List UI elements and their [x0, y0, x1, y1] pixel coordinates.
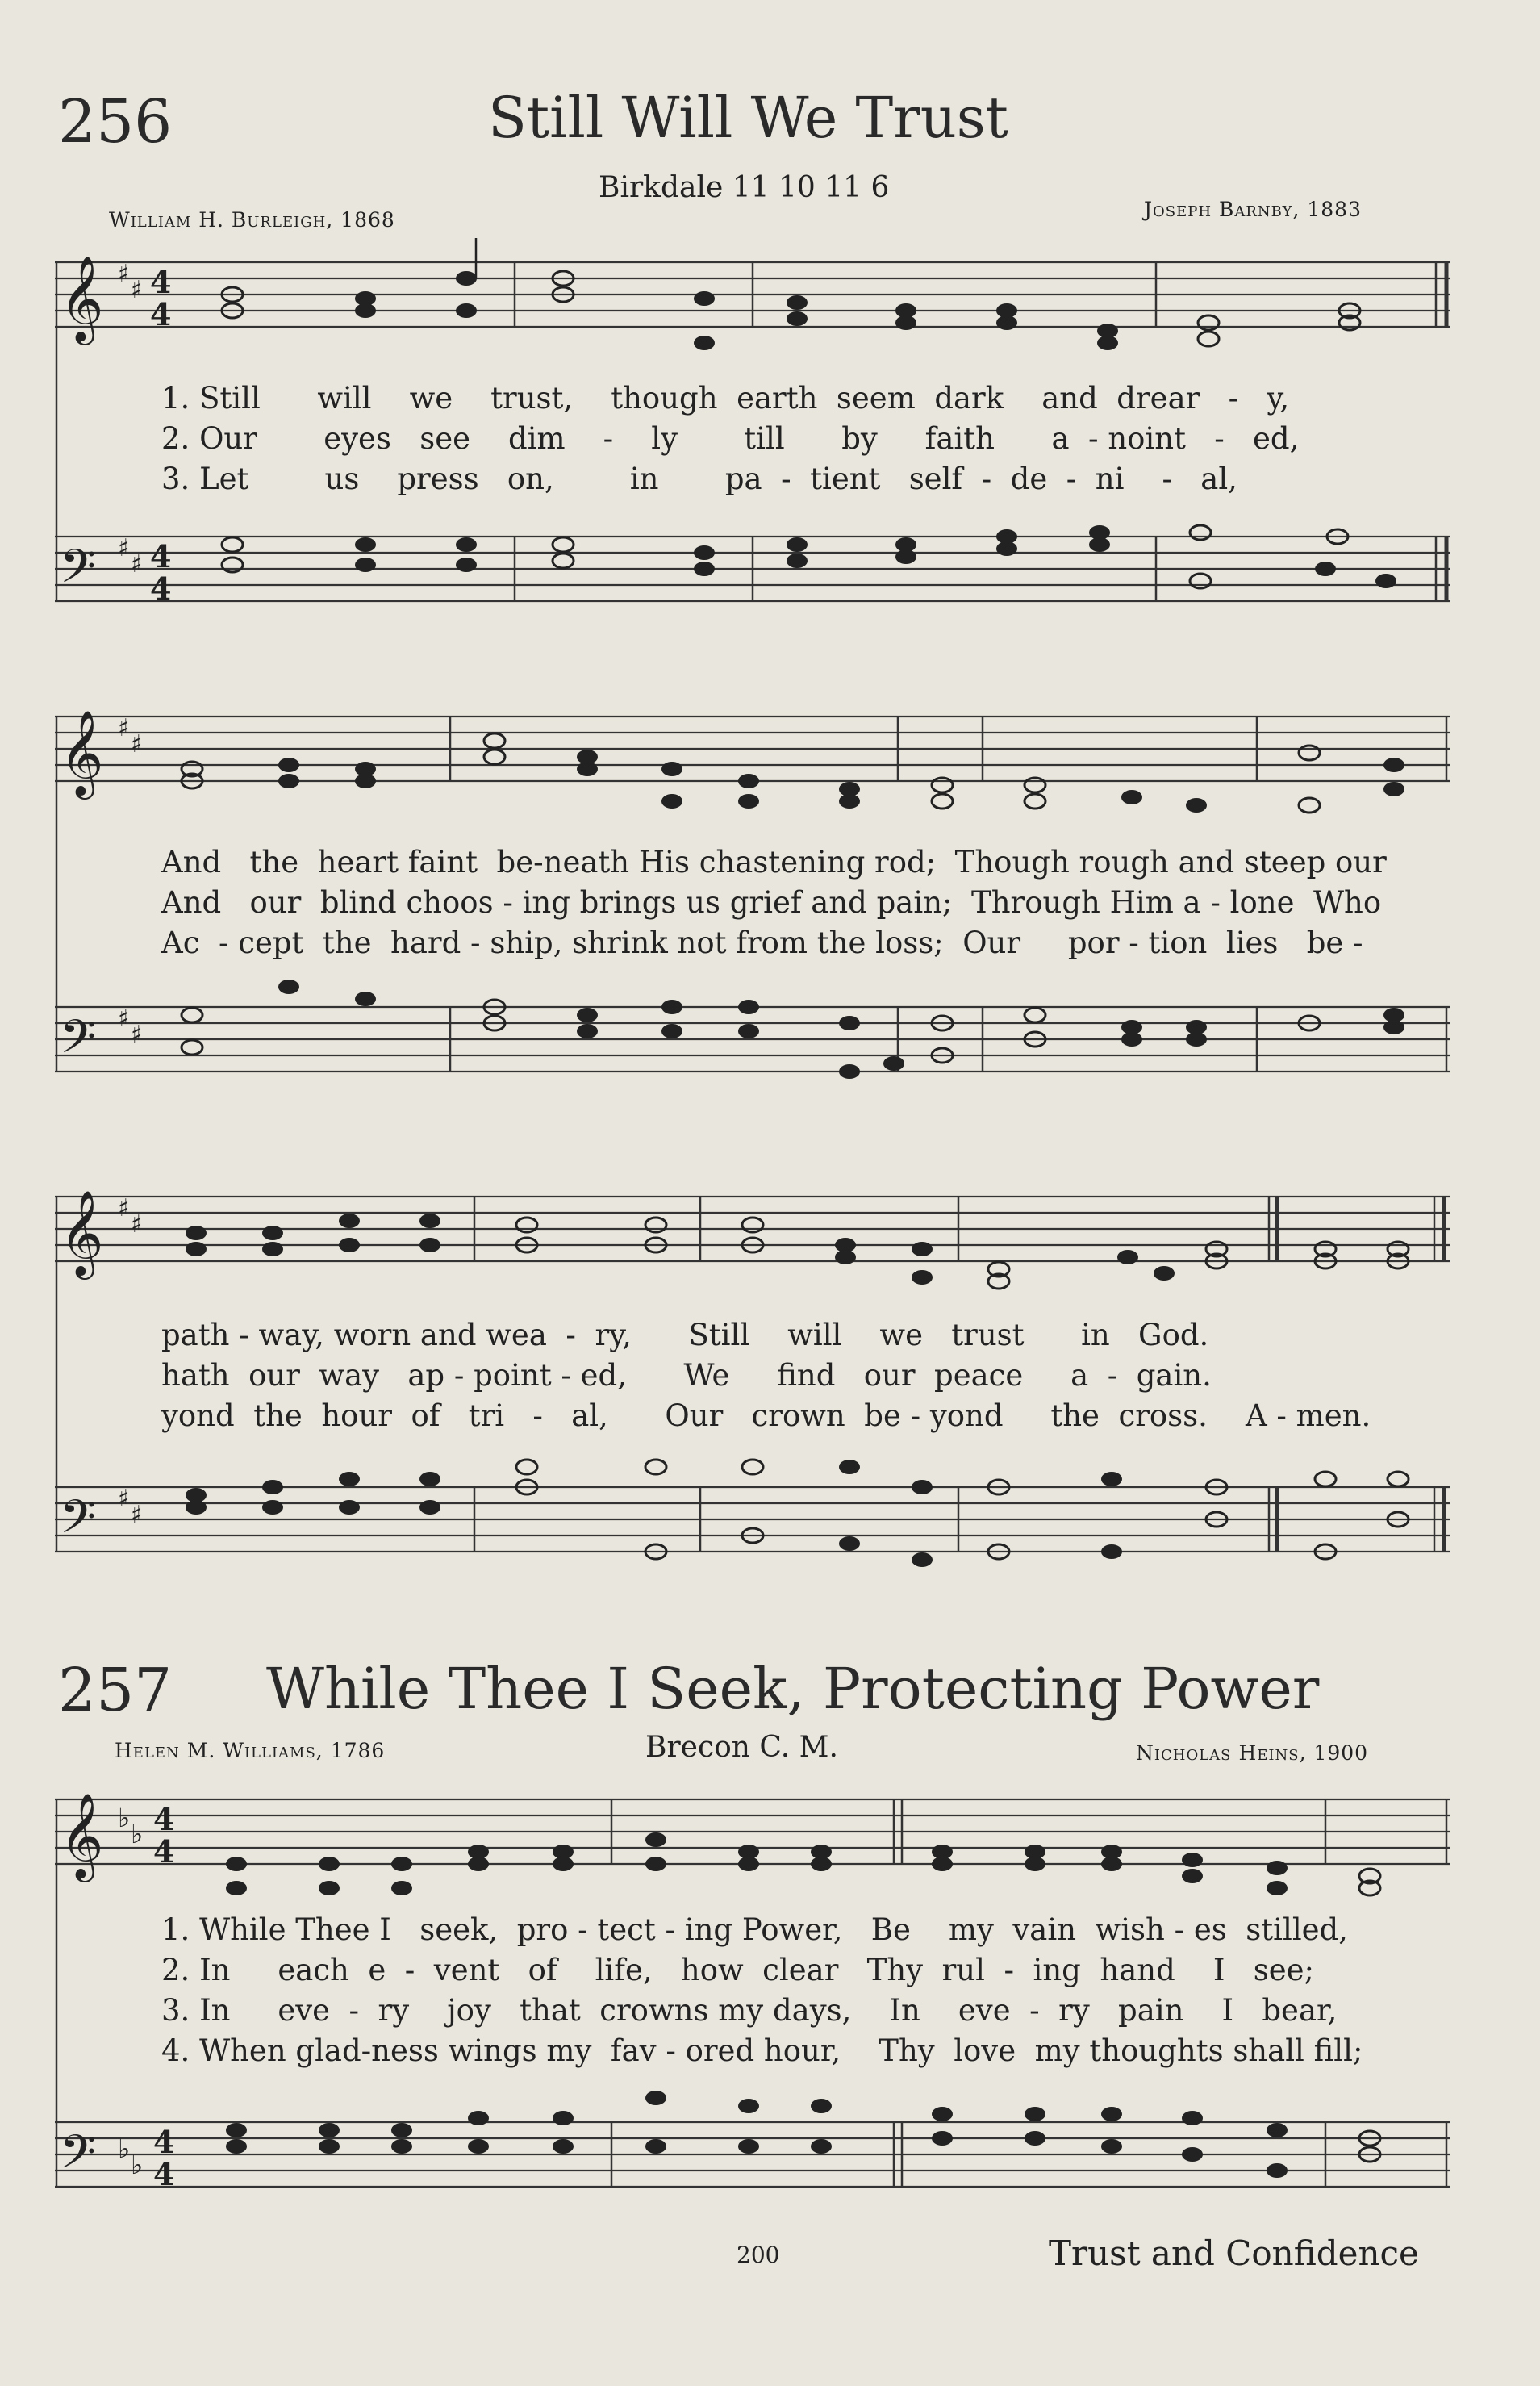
svg-text:♯: ♯ — [131, 1021, 143, 1049]
svg-text:4: 4 — [150, 538, 172, 575]
svg-text:𝄞: 𝄞 — [60, 1792, 104, 1878]
svg-text:𝄢: 𝄢 — [60, 539, 97, 605]
svg-text:♯: ♯ — [118, 534, 130, 562]
lyric-line: Ac - cept the hard - ship, shrink not from the loss; Our por - tion lies be - — [161, 926, 1363, 960]
svg-text:♭: ♭ — [118, 2133, 131, 2164]
lyric-line: yond the hour of tri - al, Our crown be - yond the cross. A - men. — [161, 1398, 1371, 1433]
bass-notes — [182, 980, 1404, 1079]
lyric-line: 1. Still will we trust, though earth seem dark and drear - y, — [161, 381, 1290, 416]
svg-text:4: 4 — [150, 296, 172, 332]
lyric-line: 3. In eve - ry joy that crowns my days, In eve - ry pain I bear, — [161, 1993, 1338, 2028]
svg-text:♯: ♯ — [118, 1194, 130, 1222]
svg-text:4: 4 — [150, 570, 172, 607]
svg-text:♯: ♯ — [131, 1210, 143, 1239]
svg-text:4: 4 — [150, 264, 172, 300]
svg-text:4: 4 — [153, 2124, 175, 2160]
svg-text:♭: ♭ — [118, 1803, 131, 1833]
treble-notes — [186, 1214, 1409, 1289]
composer-credit: Nicholas Heins, 1900 — [1136, 1741, 1369, 1765]
svg-text:♯: ♯ — [131, 276, 143, 304]
bass-staff — [55, 2122, 1450, 2187]
svg-text:♯: ♯ — [131, 1501, 143, 1529]
lyric-line: hath our way ap - point - ed, We find our peace a - gain. — [161, 1358, 1212, 1393]
treble-notes — [182, 733, 1404, 813]
hymn-number: 257 — [58, 1656, 173, 1725]
lyric-line: 2. In each e - vent of life, how clear Thy rul - ing hand I see; — [161, 1953, 1314, 1987]
svg-text:♭: ♭ — [131, 1819, 144, 1849]
svg-text:♯: ♯ — [118, 1005, 130, 1033]
tune-name: Brecon C. M. — [645, 1731, 838, 1764]
lyric-line: 1. While Thee I seek, pro - tect - ing Power, Be my vain wish - es stilled, — [161, 1912, 1349, 1947]
hymn-title: Still Will We Trust — [488, 85, 1008, 151]
svg-text:♭: ♭ — [131, 2150, 144, 2180]
tune-name: Birkdale 11 10 11 6 — [599, 171, 890, 204]
category-label: Trust and Confidence — [1049, 2233, 1419, 2273]
svg-text:♯: ♯ — [131, 550, 143, 579]
lyric-line: And our blind choos - ing brings us grief and pain; Through Him a - lone Who — [161, 885, 1382, 920]
svg-text:4: 4 — [153, 2156, 175, 2192]
hymn-title: While Thee I Seek, Protecting Power — [266, 1656, 1320, 1722]
svg-text:𝄢: 𝄢 — [60, 1009, 97, 1076]
svg-text:𝄞: 𝄞 — [60, 709, 104, 796]
bass-staff — [55, 1007, 1450, 1072]
svg-text:♯: ♯ — [118, 1485, 130, 1513]
svg-text:𝄢: 𝄢 — [60, 2125, 97, 2191]
hymn-number: 256 — [58, 87, 173, 157]
page-number: 200 — [737, 2242, 780, 2268]
lyric-line: 3. Let us press on, in pa - tient self - de - ni - al, — [161, 462, 1237, 496]
composer-credit: Joseph Barnby, 1883 — [1144, 198, 1362, 221]
lyric-line: And the heart faint be-neath His chastening rod; Though rough and steep our — [161, 845, 1387, 880]
svg-text:𝄢: 𝄢 — [60, 1490, 97, 1556]
svg-text:4: 4 — [153, 1833, 175, 1870]
svg-text:♯: ♯ — [131, 730, 143, 758]
lyric-line: 4. When glad-ness wings my fav - ored hour, Thy love my thoughts shall fill; — [161, 2033, 1363, 2068]
svg-text:♯: ♯ — [118, 260, 130, 288]
author-credit: William H. Burleigh, 1868 — [109, 208, 395, 232]
lyric-line: path - way, worn and wea - ry, Still will we trust in God. — [161, 1318, 1209, 1352]
svg-text:♯: ♯ — [118, 714, 130, 742]
bass-notes — [226, 2091, 1380, 2178]
author-credit: Helen M. Williams, 1786 — [115, 1739, 386, 1762]
lyric-line: 2. Our eyes see dim - ly till by faith a - noint - ed, — [161, 421, 1300, 456]
svg-text:𝄞: 𝄞 — [60, 255, 104, 341]
svg-text:4: 4 — [153, 1801, 175, 1837]
svg-text:𝄞: 𝄞 — [60, 1189, 104, 1276]
treble-staff — [55, 717, 1450, 781]
bass-notes — [222, 525, 1396, 588]
